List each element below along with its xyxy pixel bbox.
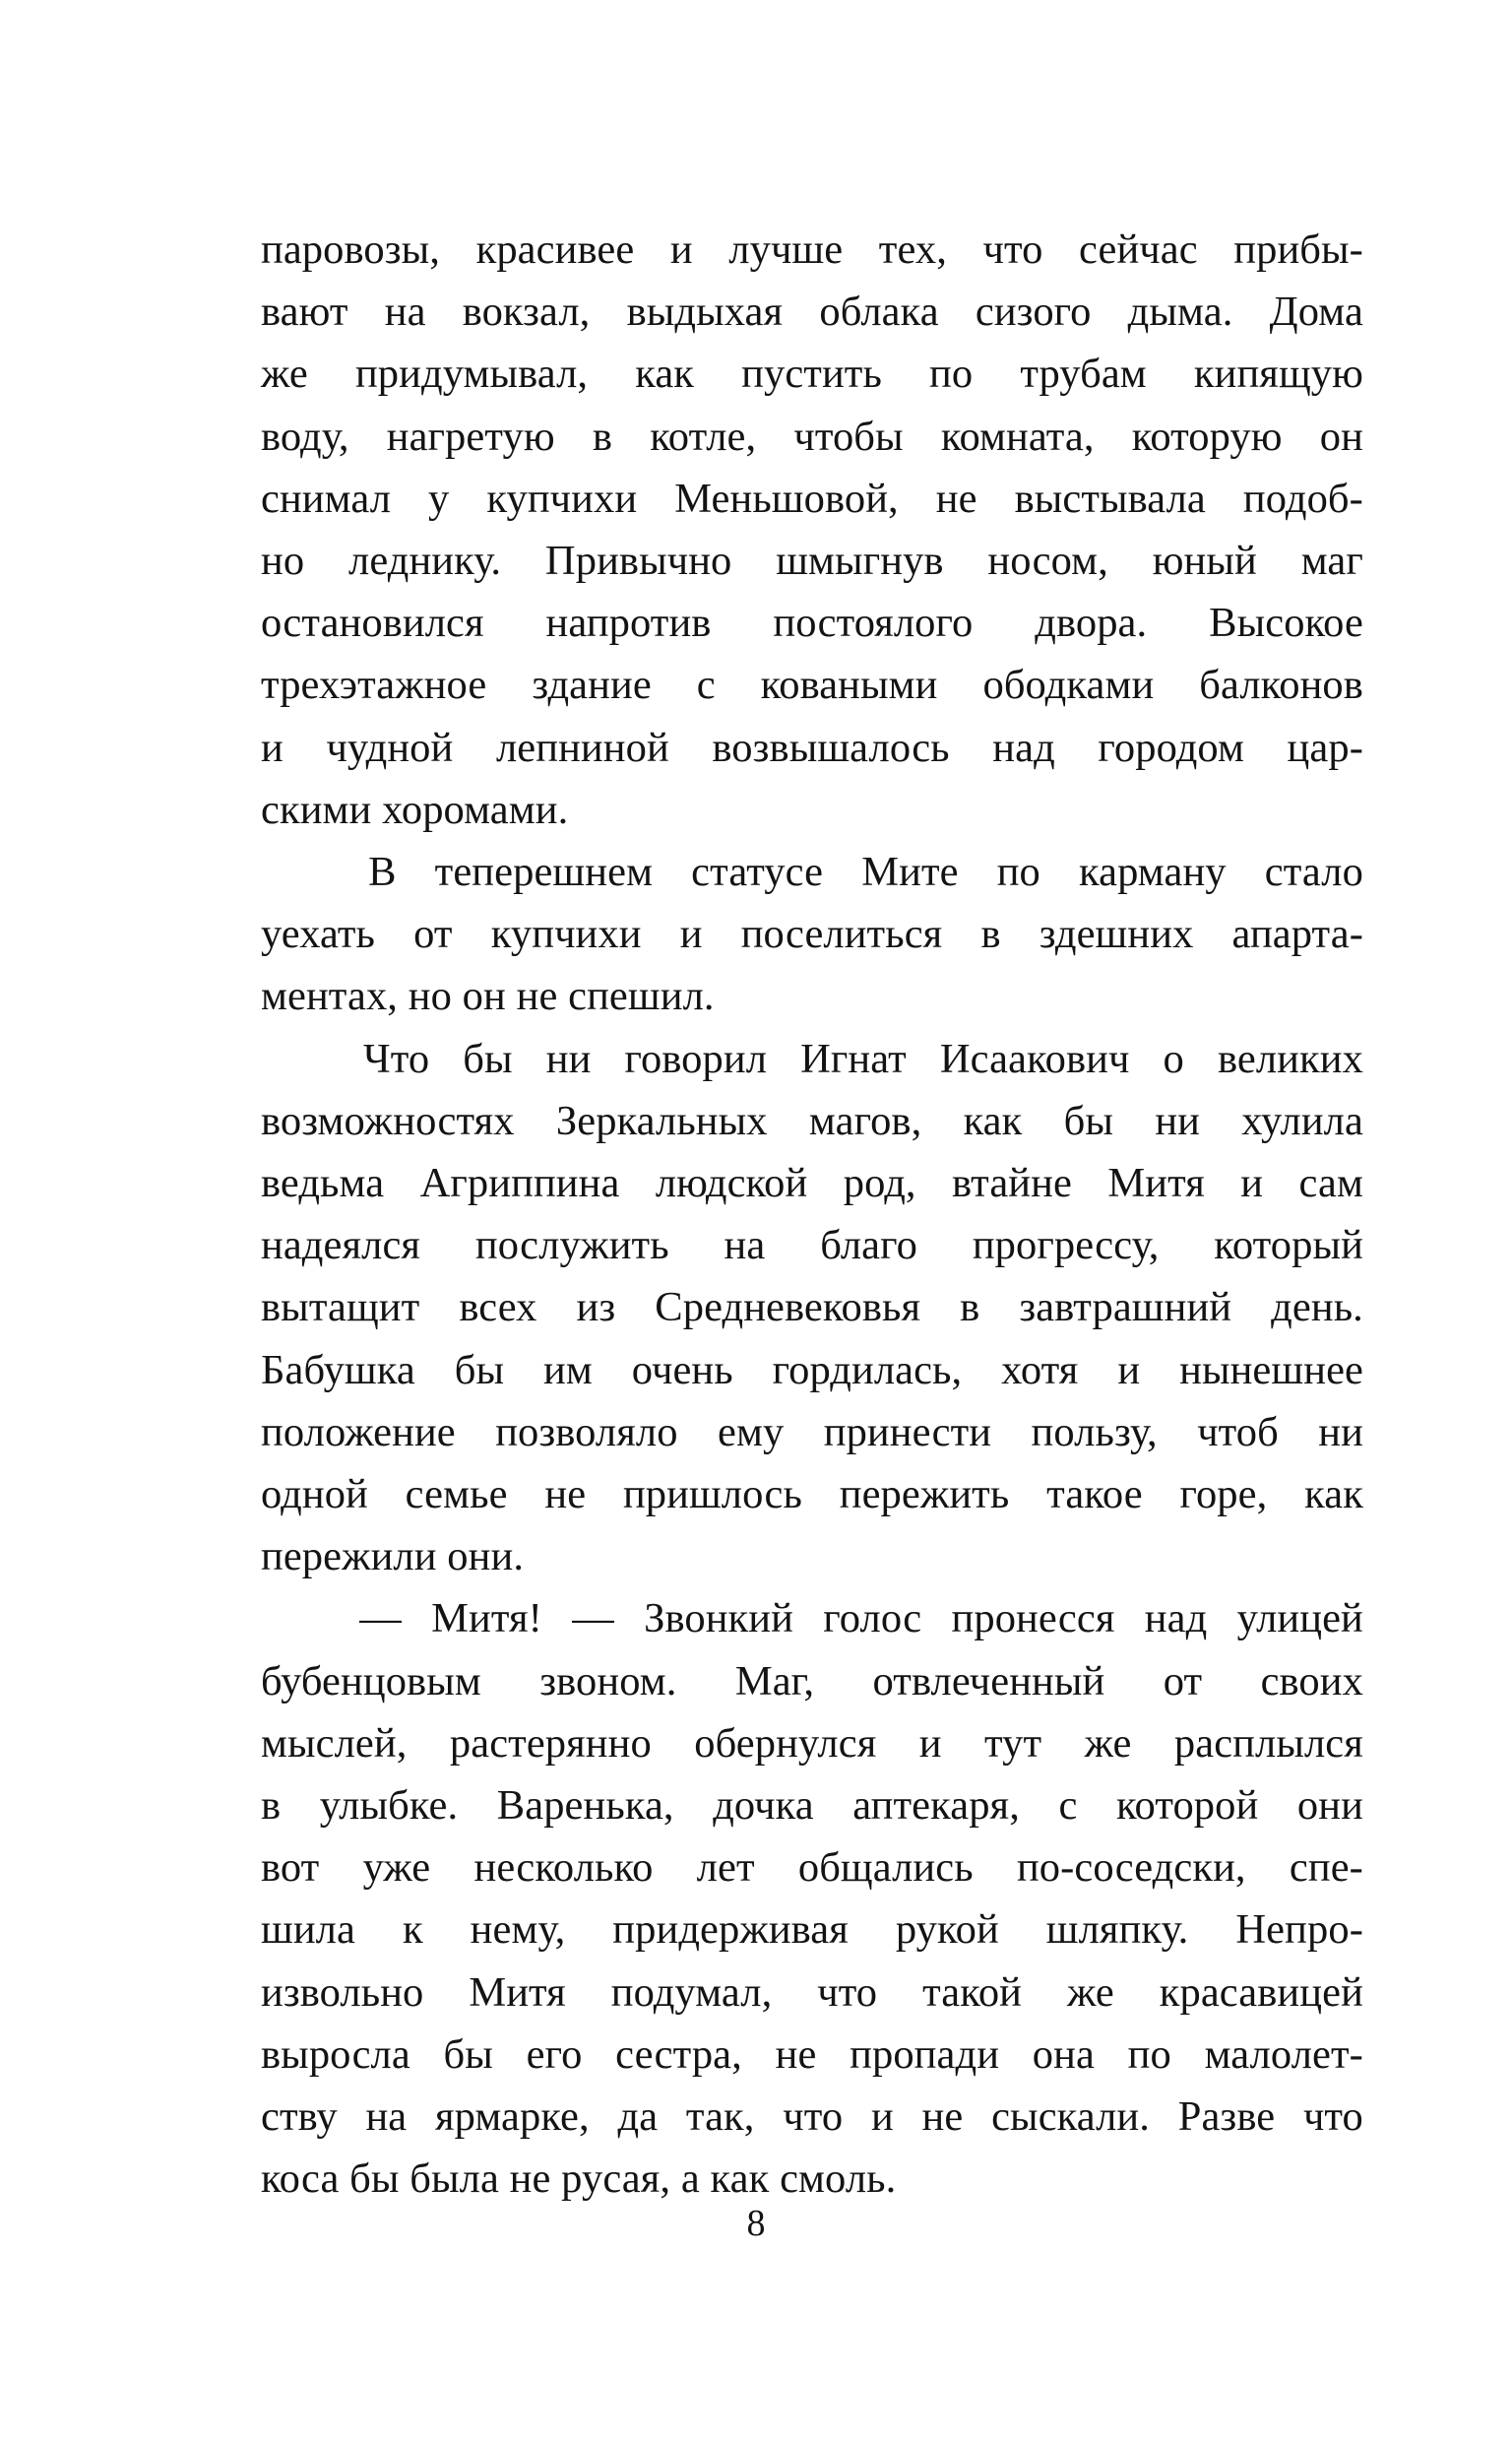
word: бы xyxy=(1063,1097,1114,1144)
word: но xyxy=(261,538,305,585)
word: позволяло xyxy=(495,1408,678,1455)
word: звоном. xyxy=(539,1657,677,1704)
word: расплылся xyxy=(1173,1719,1363,1767)
word: апарта- xyxy=(1231,911,1363,958)
word: аптекаря, xyxy=(852,1782,1020,1830)
word: придумывал, xyxy=(354,351,589,398)
word: голос xyxy=(823,1595,922,1642)
word: общались xyxy=(797,1844,974,1892)
word: над xyxy=(992,724,1055,771)
text-line xyxy=(261,841,1363,903)
text-line: коса бы была не русая, а как смоль. xyxy=(261,2155,897,2203)
word: котле, xyxy=(650,413,757,460)
word: цар- xyxy=(1287,724,1363,771)
word: вытащит xyxy=(261,1284,420,1331)
word: стало xyxy=(1264,849,1363,896)
word: день. xyxy=(1271,1284,1363,1331)
word: который xyxy=(1214,1222,1363,1269)
word: купчихи xyxy=(486,475,638,522)
word: уехать xyxy=(261,911,376,958)
word: семье xyxy=(405,1471,508,1518)
word: великих xyxy=(1217,1035,1363,1082)
word: чтоб xyxy=(1197,1408,1279,1455)
word: такой xyxy=(922,1968,1023,2016)
text-line xyxy=(261,2086,1363,2148)
word: возможностях xyxy=(261,1097,515,1144)
word: Зеркальных xyxy=(555,1097,768,1144)
word: ни xyxy=(545,1035,592,1082)
text-line xyxy=(261,1463,1363,1525)
word: же xyxy=(261,351,308,398)
word: пустить xyxy=(741,351,882,398)
page-number: 8 xyxy=(746,2203,766,2244)
word: же xyxy=(1066,1968,1114,2016)
word: Маг, xyxy=(734,1657,815,1704)
word: подумал, xyxy=(610,1968,773,2016)
word: юный xyxy=(1152,538,1257,585)
word: в xyxy=(592,413,613,460)
paragraph xyxy=(261,1587,1363,2210)
word: купчихи xyxy=(490,911,642,958)
word: Агриппина xyxy=(419,1160,620,1207)
word: уже xyxy=(362,1844,431,1892)
word: что xyxy=(817,1968,878,2016)
text-line xyxy=(261,406,1363,468)
word: Митя xyxy=(1107,1160,1205,1207)
word: Средневековья xyxy=(655,1284,921,1331)
word: над xyxy=(1144,1595,1208,1642)
word: лет xyxy=(696,1844,755,1892)
word: же xyxy=(1084,1719,1132,1767)
word: ободками xyxy=(982,662,1155,709)
paragraph xyxy=(261,1028,1363,1588)
text-line xyxy=(261,592,1363,654)
word: принести xyxy=(823,1408,992,1455)
paragraph-indent xyxy=(261,1028,330,1090)
word: статусе xyxy=(691,849,824,896)
word: Митя xyxy=(469,1968,566,2016)
word: пропади xyxy=(850,2030,1000,2078)
word: выдыхая xyxy=(626,289,784,336)
word: что xyxy=(783,2093,844,2141)
text-line xyxy=(261,2024,1363,2086)
word: бы xyxy=(463,1035,513,1082)
text-line xyxy=(261,343,1363,405)
word: Разве xyxy=(1177,2093,1276,2141)
text-line xyxy=(261,1028,1363,1090)
word: в xyxy=(980,911,1001,958)
word: двора. xyxy=(1035,600,1148,647)
word: не xyxy=(544,1471,587,1518)
word: его xyxy=(526,2030,583,2078)
text-line xyxy=(261,468,1363,530)
word: ству xyxy=(261,2093,338,2141)
word: которую xyxy=(1131,413,1283,460)
word: не xyxy=(921,2093,964,2141)
word: о xyxy=(1163,1035,1184,1082)
word: пользу, xyxy=(1031,1408,1158,1455)
word: всех xyxy=(459,1284,537,1331)
text-line xyxy=(261,1276,1363,1338)
word: и xyxy=(870,2093,894,2141)
word: улыбке. xyxy=(319,1782,459,1830)
word: как xyxy=(635,351,695,398)
word: по-соседски, xyxy=(1016,1844,1246,1892)
word: чтобы xyxy=(793,413,904,460)
word: красивее xyxy=(475,226,635,273)
word: прибы- xyxy=(1233,226,1363,273)
word: здание xyxy=(532,662,652,709)
word: Бабушка xyxy=(261,1346,415,1393)
word: спе- xyxy=(1289,1844,1363,1892)
word: улицей xyxy=(1236,1595,1363,1642)
text-line xyxy=(261,1836,1363,1898)
word: на xyxy=(724,1222,766,1269)
word: Что xyxy=(363,1035,430,1082)
word: Исаакович xyxy=(939,1035,1130,1082)
text-line xyxy=(261,1401,1363,1463)
word: и xyxy=(1240,1160,1264,1207)
word: на xyxy=(365,2093,408,2141)
word: и xyxy=(669,226,693,273)
word: городом xyxy=(1098,724,1244,771)
word: придерживая xyxy=(612,1906,849,1954)
word: Непро- xyxy=(1235,1906,1363,1954)
word: говорил xyxy=(624,1035,768,1082)
word: хотя xyxy=(1001,1346,1079,1393)
word: несколько xyxy=(473,1844,654,1892)
word: обернулся xyxy=(694,1719,877,1767)
word: шляпку. xyxy=(1045,1906,1189,1954)
word: магов, xyxy=(808,1097,922,1144)
word: подоб- xyxy=(1242,475,1363,522)
word: Дома xyxy=(1269,289,1363,336)
word: трехэтажное xyxy=(261,662,487,709)
word: гордилась, xyxy=(772,1346,963,1393)
word: вокзал, xyxy=(462,289,591,336)
word: Звонкий xyxy=(644,1595,793,1642)
word: не xyxy=(775,2030,817,2078)
word: шила xyxy=(261,1906,355,1954)
text-line xyxy=(261,1214,1363,1276)
word: горе, xyxy=(1179,1471,1268,1518)
word: послужить xyxy=(474,1222,669,1269)
word: втайне xyxy=(952,1160,1072,1207)
word: от xyxy=(413,911,453,958)
word: с xyxy=(696,662,716,709)
word: положение xyxy=(261,1408,456,1455)
word: и xyxy=(261,724,284,771)
word: носом, xyxy=(987,538,1108,585)
text-line xyxy=(261,1650,1363,1712)
word: что xyxy=(1302,2093,1363,2141)
word: здешних xyxy=(1039,911,1194,958)
word: мыслей, xyxy=(261,1719,408,1767)
word: воду, xyxy=(261,413,349,460)
word: да xyxy=(617,2093,659,2141)
word: на xyxy=(384,289,426,336)
word: Привычно xyxy=(544,538,732,585)
word: которой xyxy=(1115,1782,1259,1830)
word: очень xyxy=(631,1346,733,1393)
text-line xyxy=(261,1587,1363,1649)
text-line xyxy=(261,1712,1363,1774)
word: тех, xyxy=(878,226,947,273)
word: дочка xyxy=(713,1782,814,1830)
word: ни xyxy=(1318,1408,1363,1455)
word: такое xyxy=(1046,1471,1143,1518)
word: красавицей xyxy=(1159,1968,1363,2016)
word: по xyxy=(929,351,974,398)
word: род, xyxy=(843,1160,916,1207)
word: по xyxy=(996,849,1040,896)
word: — xyxy=(572,1595,614,1642)
word: карману xyxy=(1079,849,1227,896)
text-line xyxy=(261,1898,1363,1961)
word: ярмарке, xyxy=(434,2093,590,2141)
word: ему xyxy=(717,1408,785,1455)
word: пришлось xyxy=(622,1471,802,1518)
word: рукой xyxy=(895,1906,999,1954)
word: В xyxy=(368,849,397,896)
text-line xyxy=(261,1961,1363,2024)
word: леднику. xyxy=(348,538,502,585)
word: кипящую xyxy=(1193,351,1363,398)
word: Мите xyxy=(861,849,959,896)
word: балконов xyxy=(1199,662,1363,709)
word: от xyxy=(1163,1657,1203,1704)
word: Митя! xyxy=(431,1595,542,1642)
word: коваными xyxy=(760,662,938,709)
paragraph xyxy=(261,841,1363,1028)
word: комната, xyxy=(940,413,1095,460)
word: так, xyxy=(685,2093,755,2141)
word: хулила xyxy=(1241,1097,1363,1144)
word: остановился xyxy=(261,600,484,647)
word: прогрессу, xyxy=(972,1222,1160,1269)
page-text-body xyxy=(261,219,1363,2211)
word: что xyxy=(982,226,1043,273)
text-line xyxy=(261,219,1363,281)
word: бубенцовым xyxy=(261,1657,481,1704)
word: нынешнее xyxy=(1179,1346,1363,1393)
word: она xyxy=(1032,2030,1095,2078)
word: как xyxy=(963,1097,1023,1144)
word: шмыгнув xyxy=(776,538,944,585)
text-line xyxy=(261,1152,1363,1214)
word: ни xyxy=(1155,1097,1201,1144)
word: к xyxy=(402,1906,423,1954)
word: паровозы, xyxy=(261,226,441,273)
word: тут xyxy=(984,1719,1042,1767)
word: вают xyxy=(261,289,348,336)
text-line xyxy=(261,654,1363,716)
word: поселиться xyxy=(740,911,943,958)
word: пронесся xyxy=(951,1595,1115,1642)
word: сейчас xyxy=(1079,226,1198,273)
text-line: пережили они. xyxy=(261,1533,525,1580)
word: с xyxy=(1058,1782,1078,1830)
word: в xyxy=(960,1284,980,1331)
word: возвышалось xyxy=(712,724,950,771)
word: бы xyxy=(454,1346,505,1393)
word: сестра, xyxy=(615,2030,742,2078)
word: пережить xyxy=(839,1471,1010,1518)
word: Игнат xyxy=(800,1035,907,1082)
word: постоялого xyxy=(773,600,974,647)
word: облака xyxy=(819,289,939,336)
word: вот xyxy=(261,1844,320,1892)
word: и xyxy=(918,1719,942,1767)
word: людской xyxy=(655,1160,808,1207)
word: маг xyxy=(1300,538,1363,585)
paragraph-indent xyxy=(261,1587,330,1649)
text-line xyxy=(261,1339,1363,1401)
text-line xyxy=(261,1774,1363,1836)
word: сам xyxy=(1298,1160,1363,1207)
word: напротив xyxy=(545,600,712,647)
word: извольно xyxy=(261,1968,424,2016)
word: снимал xyxy=(261,475,392,522)
word: по xyxy=(1127,2030,1171,2078)
text-line xyxy=(261,281,1363,343)
word: теперешнем xyxy=(434,849,654,896)
word: выстывала xyxy=(1014,475,1206,522)
word: лепниной xyxy=(495,724,669,771)
word: и xyxy=(679,911,703,958)
word: своих xyxy=(1260,1657,1363,1704)
word: растерянно xyxy=(449,1719,652,1767)
word: лучше xyxy=(728,226,844,273)
text-line xyxy=(261,1090,1363,1152)
word: трубам xyxy=(1020,351,1147,398)
word: у xyxy=(428,475,450,522)
word: благо xyxy=(820,1222,917,1269)
word: сизого xyxy=(975,289,1092,336)
word: нему, xyxy=(470,1906,566,1954)
word: — xyxy=(359,1595,402,1642)
word: как xyxy=(1304,1471,1363,1518)
word: завтрашний xyxy=(1019,1284,1232,1331)
word: в xyxy=(261,1782,282,1830)
word: Меньшовой, xyxy=(674,475,899,522)
word: бы xyxy=(443,2030,493,2078)
word: он xyxy=(1319,413,1363,460)
word: дыма. xyxy=(1127,289,1233,336)
word: из xyxy=(576,1284,616,1331)
text-line xyxy=(261,717,1363,779)
word: малолет- xyxy=(1204,2030,1363,2078)
word: чудной xyxy=(326,724,454,771)
text-line: скими хоромами. xyxy=(261,786,569,833)
text-line xyxy=(261,903,1363,965)
word: Высокое xyxy=(1209,600,1363,647)
word: выросла xyxy=(261,2030,410,2078)
word: и xyxy=(1117,1346,1141,1393)
word: ведьма xyxy=(261,1160,385,1207)
paragraph-indent xyxy=(261,841,330,903)
word: им xyxy=(543,1346,593,1393)
word: не xyxy=(935,475,977,522)
text-line xyxy=(261,530,1363,592)
word: одной xyxy=(261,1471,368,1518)
word: Варенька, xyxy=(496,1782,674,1830)
word: отвлеченный xyxy=(872,1657,1105,1704)
word: надеялся xyxy=(261,1222,421,1269)
word: они xyxy=(1296,1782,1363,1830)
word: сыскали. xyxy=(991,2093,1150,2141)
text-line: ментах, но он не спешил. xyxy=(261,973,715,1020)
paragraph xyxy=(261,219,1363,841)
word: нагретую xyxy=(386,413,555,460)
